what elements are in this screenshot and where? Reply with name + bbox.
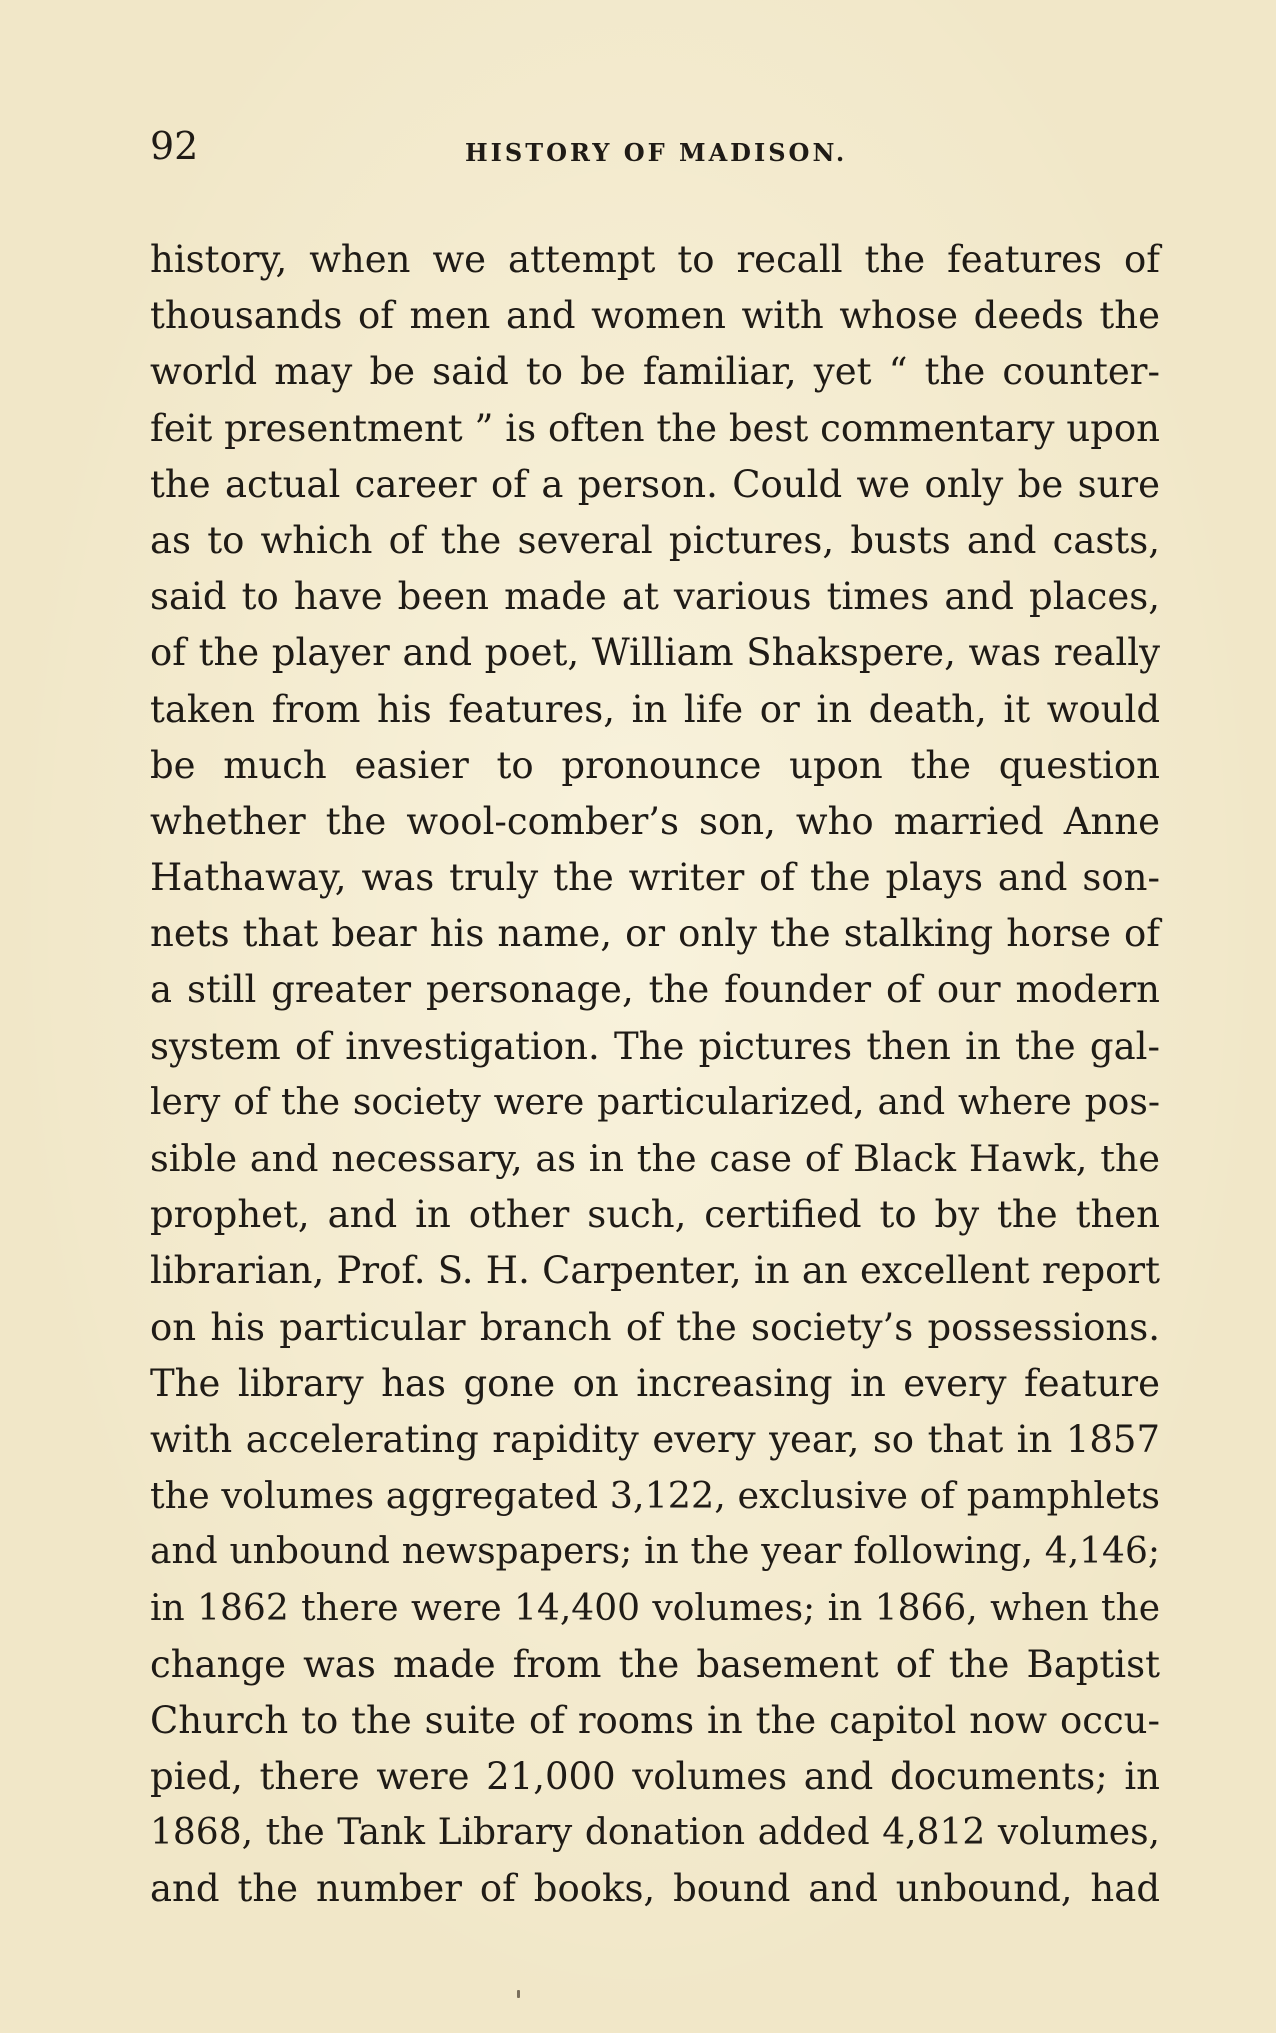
text-line: world may be said to be familiar, yet “ the counter- bbox=[150, 350, 1160, 394]
text-line: taken from his features, in life or in death, it would bbox=[150, 687, 1160, 731]
text-line: librarian, Prof. S. H. Carpenter, in an excellent report bbox=[150, 1249, 1160, 1293]
text-line: Church to the suite of rooms in the capitol now occu- bbox=[150, 1698, 1160, 1742]
text-line: the actual career of a person. Could we only be sure bbox=[150, 462, 1160, 506]
text-line: thousands of men and women with whose deeds the bbox=[150, 294, 1160, 338]
text-line: said to have been made at various times and places, bbox=[150, 575, 1160, 619]
text-line: whether the wool-comber’s son, who married Anne bbox=[150, 799, 1160, 843]
text-line: in 1862 there were 14,400 volumes; in 1866, when the bbox=[150, 1587, 1160, 1629]
paper-speck bbox=[517, 1990, 520, 1998]
text-line: change was made from the basement of the Baptist bbox=[150, 1642, 1160, 1686]
text-line: the volumes aggregated 3,122, exclusive of pamphlets bbox=[150, 1474, 1160, 1518]
text-line: history, when we attempt to recall the features of bbox=[150, 238, 1160, 281]
text-line: feit presentment ” is often the best commentary upon bbox=[150, 406, 1160, 450]
text-line: The library has gone on increasing in every feature bbox=[150, 1361, 1160, 1405]
text-line: sible and necessary, as in the case of Black Hawk, the bbox=[150, 1137, 1160, 1180]
text-line: pied, there were 21,000 volumes and documents; in bbox=[150, 1755, 1160, 1799]
text-line: be much easier to pronounce upon the question bbox=[150, 743, 1160, 787]
text-line: lery of the society were particularized, and where pos- bbox=[150, 1081, 1160, 1123]
text-line: and unbound newspapers; in the year following, 4,146; bbox=[150, 1531, 1160, 1573]
body-text bbox=[150, 232, 1160, 1918]
running-head: HISTORY OF MADISON. bbox=[465, 138, 848, 167]
text-line: and the number of books, bound and unbound, had bbox=[150, 1867, 1160, 1911]
text-line: system of investigation. The pictures then in the gal- bbox=[150, 1024, 1160, 1068]
page-number: 92 bbox=[150, 124, 199, 168]
text-line: a still greater personage, the founder of our modern bbox=[150, 968, 1160, 1012]
text-line: with accelerating rapidity every year, so that in 1857 bbox=[150, 1417, 1160, 1461]
text-line: on his particular branch of the society’s possessions. bbox=[150, 1305, 1160, 1349]
text-line: Hathaway, was truly the writer of the plays and son- bbox=[150, 856, 1160, 900]
text-line: prophet, and in other such, certified to by the then bbox=[150, 1193, 1160, 1237]
text-line: nets that bear his name, or only the stalking horse of bbox=[150, 912, 1160, 956]
text-line: 1868, the Tank Library donation added 4,812 volumes, bbox=[150, 1812, 1160, 1854]
text-line: as to which of the several pictures, busts and casts, bbox=[150, 518, 1160, 562]
text-line: of the player and poet, William Shakspere, was really bbox=[150, 631, 1160, 675]
